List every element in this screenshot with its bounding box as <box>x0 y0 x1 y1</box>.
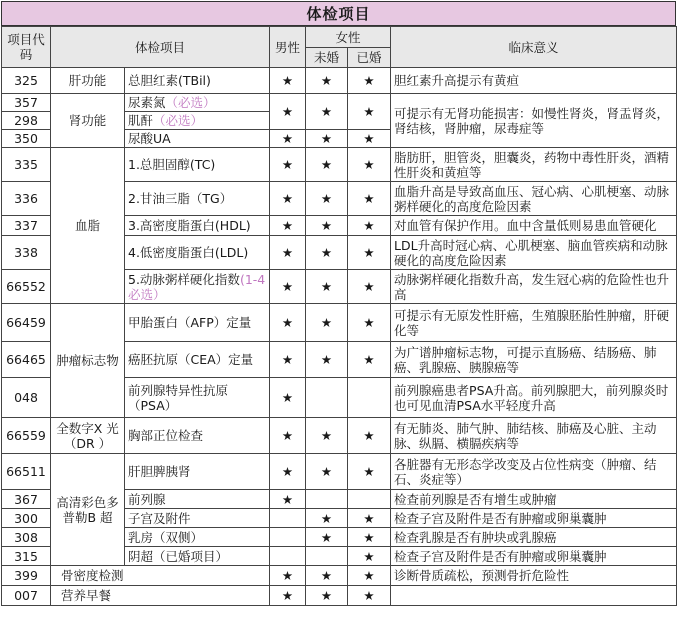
header-female: 女性 <box>306 27 391 48</box>
clinical-meaning: 可提示有无肾功能损害：如慢性肾炎，肾盂肾炎，肾结核，肾肿瘤，尿毒症等 <box>391 94 677 148</box>
item-name: 阴超（已婚项目） <box>125 547 270 566</box>
item-name: 前列腺 <box>125 490 270 509</box>
star-mark: ★ <box>270 304 306 342</box>
item-name-text: 肌酐 <box>128 113 154 128</box>
header-married: 已婚 <box>348 48 391 68</box>
category-label: 肿瘤标志物 <box>51 304 125 418</box>
table-row <box>2 418 677 454</box>
empty-cell <box>306 547 348 566</box>
table-row <box>2 68 677 94</box>
item-code: 367 <box>2 490 51 509</box>
exam-table <box>1 26 677 606</box>
item-name-text: 5.动脉粥样硬化指数 <box>128 271 240 287</box>
item-code: 66465 <box>2 342 51 378</box>
item-code: 66511 <box>2 454 51 490</box>
clinical-meaning: 各脏器有无形态学改变及占位性病变（肿瘤、结石、炎症等） <box>391 454 677 490</box>
star-mark: ★ <box>348 130 391 148</box>
star-mark: ★ <box>306 528 348 547</box>
star-mark: ★ <box>270 342 306 378</box>
clinical-meaning: 脂肪肝，胆管炎，胆囊炎，药物中毒性肝炎，酒精性肝炎和黄疸等 <box>391 148 677 182</box>
star-mark: ★ <box>306 509 348 528</box>
star-mark: ★ <box>306 94 348 130</box>
item-code: 048 <box>2 378 51 418</box>
category-label: 全数字X 光（DR ） <box>51 418 125 454</box>
star-mark: ★ <box>306 68 348 94</box>
item-code: 336 <box>2 182 51 216</box>
item-code: 325 <box>2 68 51 94</box>
star-mark: ★ <box>270 378 306 418</box>
header-code: 项目代码 <box>2 27 51 68</box>
category-label: 血脂 <box>51 148 125 304</box>
clinical-meaning: 为广谱肿瘤标志物，可提示直肠癌、结肠癌、肺癌、乳腺癌、胰腺癌等 <box>391 342 677 378</box>
item-name: 癌胚抗原（CEA）定量 <box>125 342 270 378</box>
star-mark: ★ <box>270 216 306 236</box>
star-mark: ★ <box>348 216 391 236</box>
category-label: 肾功能 <box>51 94 125 148</box>
item-code: 337 <box>2 216 51 236</box>
star-mark: ★ <box>270 182 306 216</box>
item-code: 308 <box>2 528 51 547</box>
item-name: 前列腺特异性抗原（PSA） <box>125 378 270 418</box>
empty-cell <box>348 490 391 509</box>
star-mark: ★ <box>306 130 348 148</box>
empty-cell <box>348 378 391 418</box>
star-mark: ★ <box>270 490 306 509</box>
star-mark: ★ <box>306 454 348 490</box>
star-mark: ★ <box>348 418 391 454</box>
clinical-meaning: 动脉粥样硬化指数升高，发生冠心病的危险性也升高 <box>391 270 677 304</box>
clinical-meaning: 检查子宫及附件是否有肿瘤或卵巢囊肿 <box>391 547 677 566</box>
clinical-meaning: LDL升高时冠心病、心肌梗塞、脑血管疾病和动脉硬化的高度危险因素 <box>391 236 677 270</box>
item-name: 乳房（双侧） <box>125 528 270 547</box>
star-mark: ★ <box>348 304 391 342</box>
table-row <box>2 94 677 112</box>
category-label: 高清彩色多普勒B 超 <box>51 454 125 566</box>
star-mark: ★ <box>348 566 391 586</box>
item-code: 66459 <box>2 304 51 342</box>
empty-cell <box>270 509 306 528</box>
table-row <box>2 586 677 606</box>
item-code: 298 <box>2 112 51 130</box>
clinical-meaning: 前列腺癌患者PSA升高。前列腺肥大，前列腺炎时也可见血清PSA水平轻度升高 <box>391 378 677 418</box>
star-mark: ★ <box>348 547 391 566</box>
clinical-meaning: 胆红素升高提示有黄疸 <box>391 68 677 94</box>
clinical-meaning <box>391 586 677 606</box>
empty-cell <box>270 528 306 547</box>
star-mark: ★ <box>306 182 348 216</box>
table-row <box>2 304 677 342</box>
item-name: 1.总胆固醇(TC) <box>125 148 270 182</box>
required-note: （必选） <box>165 95 216 110</box>
star-mark: ★ <box>348 68 391 94</box>
clinical-meaning: 可提示有无原发性肝癌，生殖腺胚胎性肿瘤，肝硬化等 <box>391 304 677 342</box>
item-name: 肝胆脾胰肾 <box>125 454 270 490</box>
item-code: 335 <box>2 148 51 182</box>
sheet-title: 体检项目 <box>1 1 676 26</box>
star-mark: ★ <box>270 270 306 304</box>
empty-cell <box>306 490 348 509</box>
required-note: (1-4必选） <box>128 271 266 302</box>
empty-cell <box>306 378 348 418</box>
star-mark: ★ <box>306 270 348 304</box>
star-mark: ★ <box>306 586 348 606</box>
clinical-meaning: 检查子宫及附件是否有肿瘤或卵巢囊肿 <box>391 509 677 528</box>
item-name: 3.高密度脂蛋白(HDL) <box>125 216 270 236</box>
star-mark: ★ <box>270 148 306 182</box>
empty-cell <box>270 547 306 566</box>
star-mark: ★ <box>270 236 306 270</box>
star-mark: ★ <box>348 94 391 130</box>
item-name <box>125 94 270 112</box>
item-name-text: 尿素氮 <box>128 95 166 110</box>
star-mark: ★ <box>348 509 391 528</box>
star-mark: ★ <box>306 342 348 378</box>
item-code: 66559 <box>2 418 51 454</box>
star-mark: ★ <box>306 148 348 182</box>
clinical-meaning: 对血管有保护作用。血中含量低则易患血管硬化 <box>391 216 677 236</box>
clinical-meaning: 检查前列腺是否有增生或肿瘤 <box>391 490 677 509</box>
header-unmarried: 未婚 <box>306 48 348 68</box>
header-item: 体检项目 <box>51 27 270 68</box>
star-mark: ★ <box>270 454 306 490</box>
item-name: 尿酸UA <box>125 130 270 148</box>
item-name: 4.低密度脂蛋白(LDL) <box>125 236 270 270</box>
star-mark: ★ <box>348 528 391 547</box>
item-code: 315 <box>2 547 51 566</box>
item-code: 007 <box>2 586 51 606</box>
clinical-meaning: 诊断骨质疏松，预测骨折危险性 <box>391 566 677 586</box>
star-mark: ★ <box>348 148 391 182</box>
item-name: 胸部正位检查 <box>125 418 270 454</box>
item-name: 总胆红素(TBil) <box>125 68 270 94</box>
item-name <box>125 270 270 304</box>
star-mark: ★ <box>348 236 391 270</box>
item-code: 357 <box>2 94 51 112</box>
table-row <box>2 148 677 182</box>
star-mark: ★ <box>348 270 391 304</box>
category-label: 营养早餐 <box>51 586 270 606</box>
item-name: 甲胎蛋白（AFP）定量 <box>125 304 270 342</box>
star-mark: ★ <box>270 94 306 130</box>
star-mark: ★ <box>270 130 306 148</box>
star-mark: ★ <box>348 586 391 606</box>
table-row <box>2 566 677 586</box>
star-mark: ★ <box>306 304 348 342</box>
star-mark: ★ <box>348 182 391 216</box>
star-mark: ★ <box>348 342 391 378</box>
star-mark: ★ <box>270 566 306 586</box>
star-mark: ★ <box>306 566 348 586</box>
category-label: 肝功能 <box>51 68 125 94</box>
star-mark: ★ <box>270 586 306 606</box>
item-code: 66552 <box>2 270 51 304</box>
item-code: 399 <box>2 566 51 586</box>
clinical-meaning: 血脂升高是导致高血压、冠心病、心肌梗塞、动脉粥样硬化的高度危险因素 <box>391 182 677 216</box>
star-mark: ★ <box>306 418 348 454</box>
header-meaning: 临床意义 <box>391 27 677 68</box>
header-male: 男性 <box>270 27 306 68</box>
item-name <box>125 112 270 130</box>
category-label: 骨密度检测 <box>51 566 270 586</box>
clinical-meaning: 检查乳腺是否有肿块或乳腺癌 <box>391 528 677 547</box>
clinical-meaning: 有无肺炎、肺气肿、肺结核、肺癌及心脏、主动脉、纵膈、横膈疾病等 <box>391 418 677 454</box>
item-code: 338 <box>2 236 51 270</box>
item-code: 300 <box>2 509 51 528</box>
star-mark: ★ <box>306 236 348 270</box>
star-mark: ★ <box>348 454 391 490</box>
item-code: 350 <box>2 130 51 148</box>
star-mark: ★ <box>270 68 306 94</box>
star-mark: ★ <box>306 216 348 236</box>
star-mark: ★ <box>270 418 306 454</box>
required-note: （必选） <box>153 113 204 128</box>
item-name: 2.甘油三脂（TG） <box>125 182 270 216</box>
item-name: 子宫及附件 <box>125 509 270 528</box>
table-row <box>2 454 677 490</box>
